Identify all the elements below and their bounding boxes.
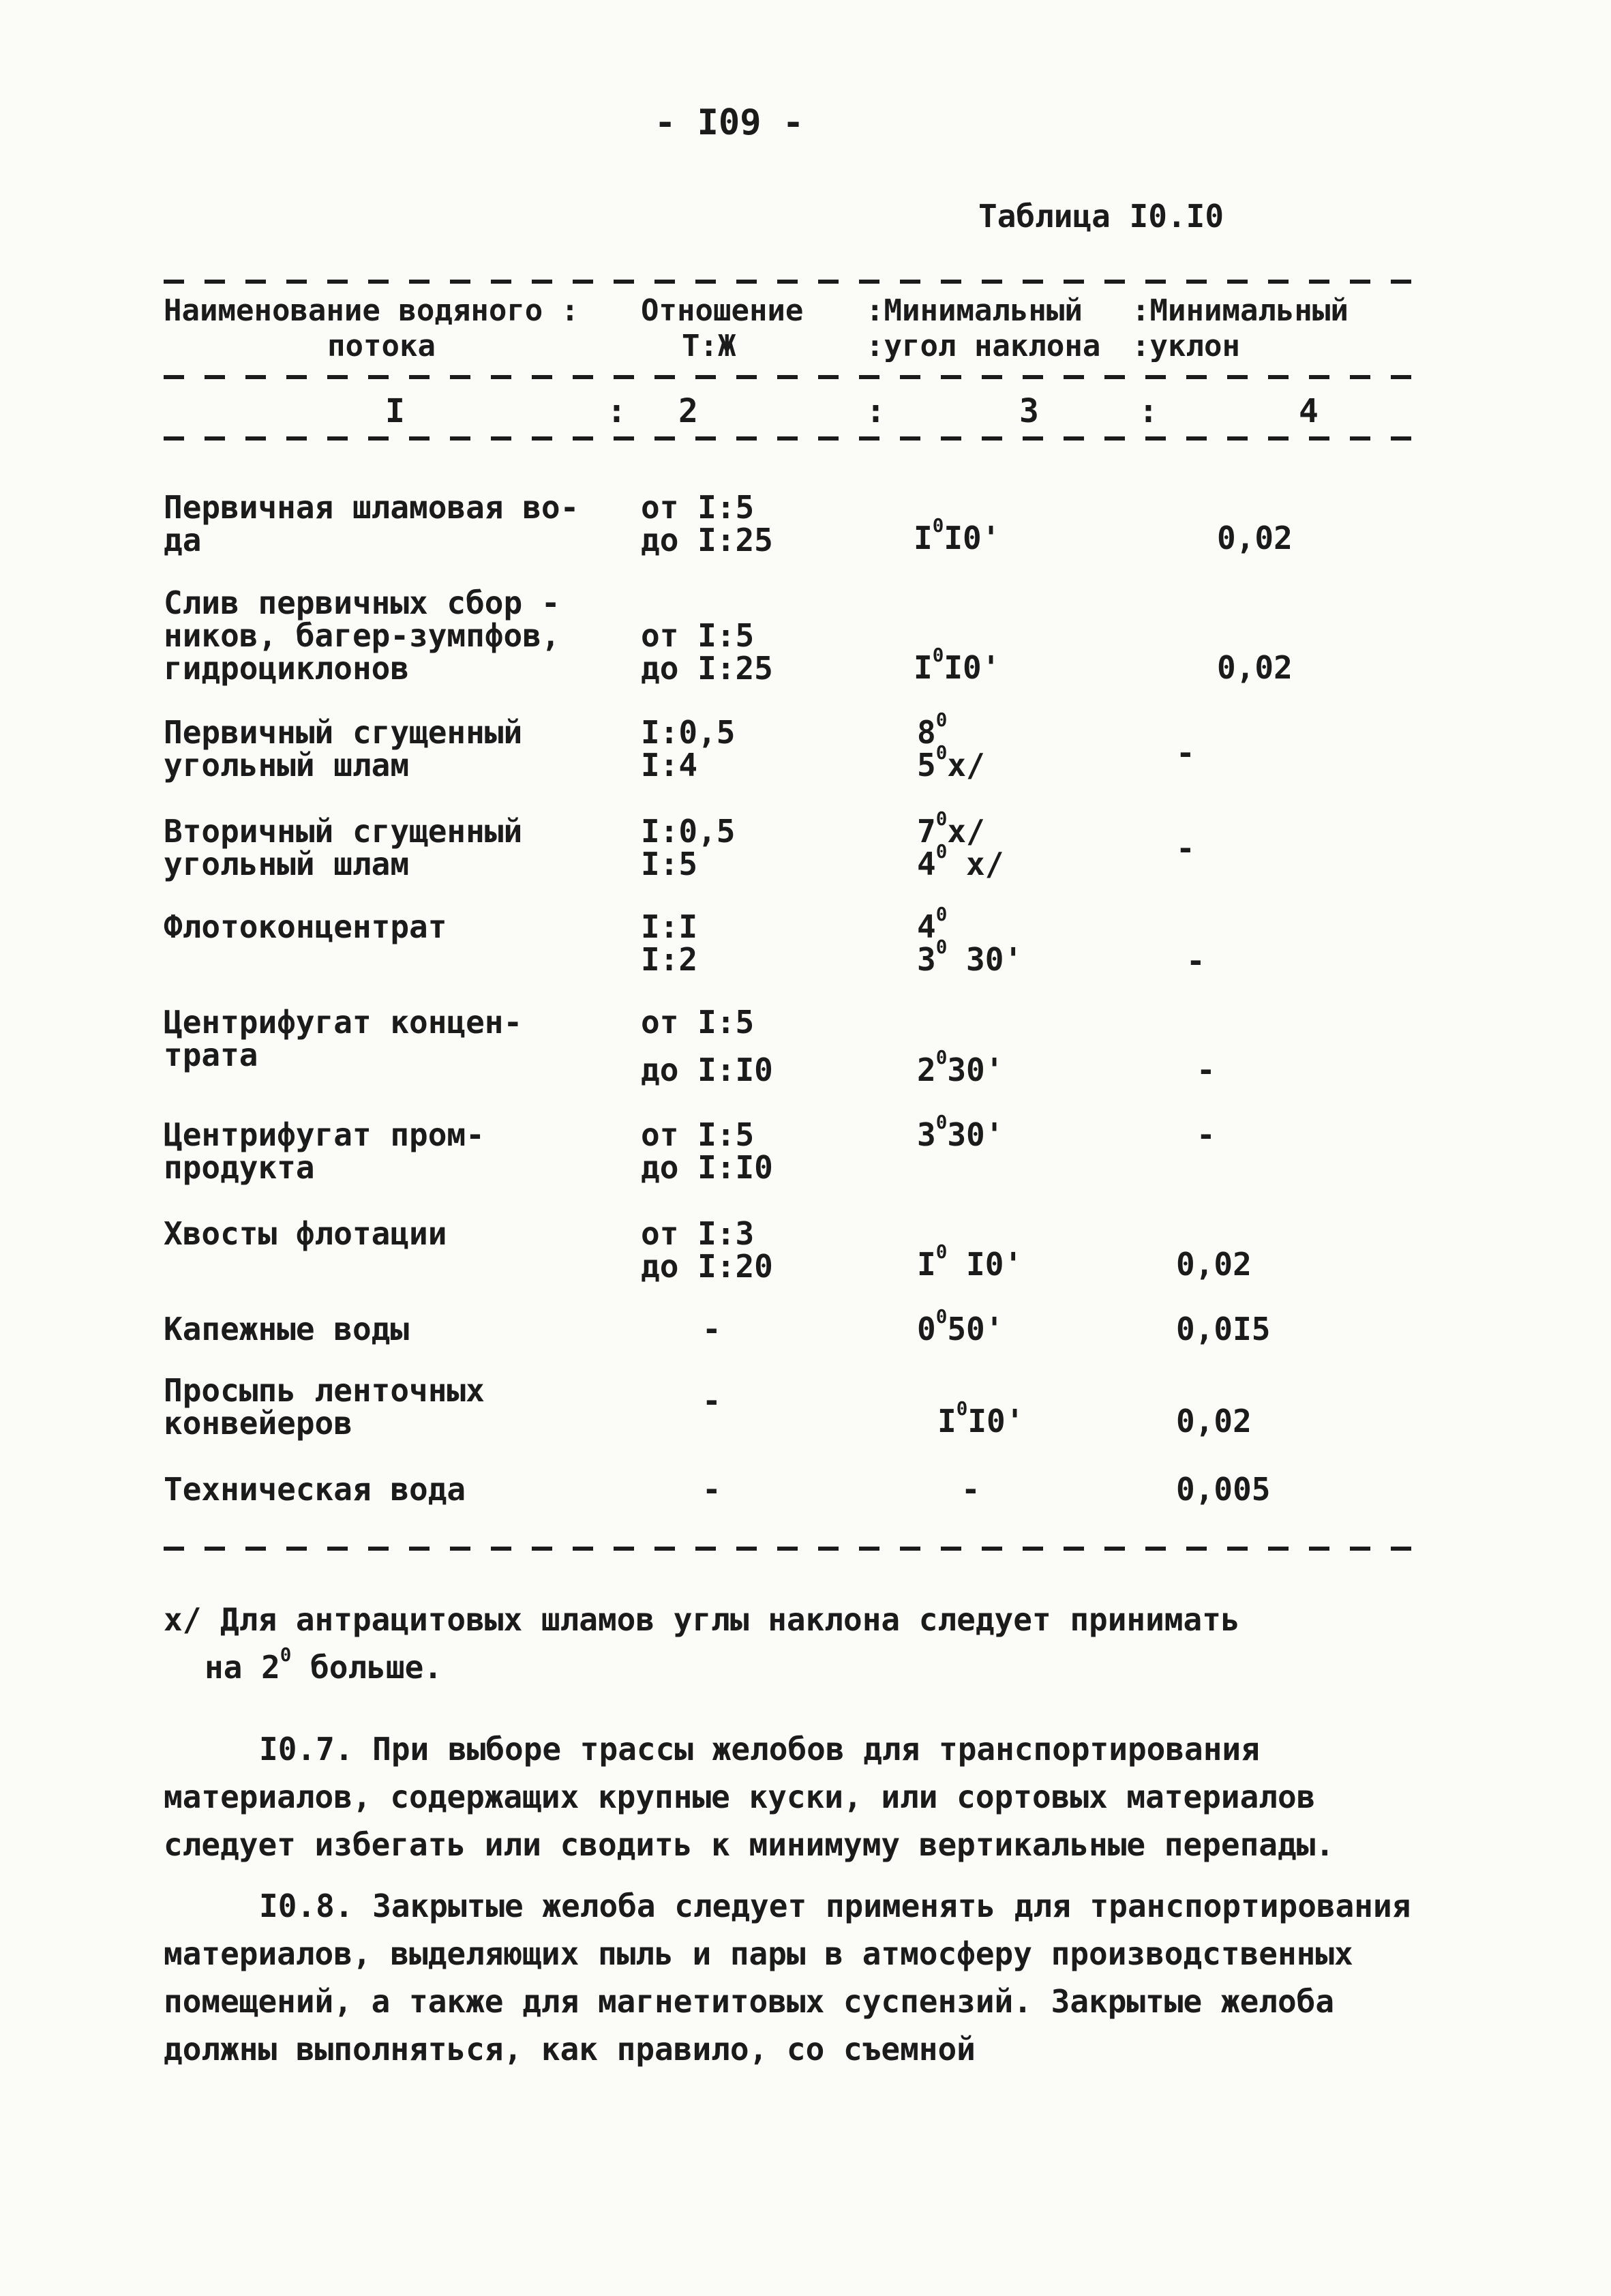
header-col3 xyxy=(866,293,1100,364)
row3-angle: $8^0$ $5^0x/$ xyxy=(917,709,985,784)
footnote-line1: x/ Для антрацитовых шламов углы наклона следует принимать xyxy=(164,1601,1240,1638)
page-number: - I09 - xyxy=(654,102,804,143)
row5-angle: $4^0$ $3^0$ 30' xyxy=(917,903,1023,978)
header-col4-line1: :Минимальный xyxy=(1132,293,1349,328)
row6-name: Центрифугат концен- трата xyxy=(164,1004,523,1073)
row10-slope: 0,02 xyxy=(1176,1403,1252,1440)
header-col1-line1: Наименование водяного : xyxy=(164,293,579,328)
footnote-line2: на $2^0$ больше. xyxy=(205,1643,442,1686)
column-number-3: 3 xyxy=(1019,392,1039,430)
column-separator: : xyxy=(607,392,627,430)
row2-ratio: от I:5 до I:25 xyxy=(641,617,773,687)
paragraph-10-7: I0.7. При выборе трассы желобов для транспортирования материалов, содержащих крупные куски, или сортовых материалов следует избегать или сводить к минимуму вертикальные перепады. xyxy=(164,1731,1335,1863)
row9-ratio: - xyxy=(702,1311,721,1347)
header-col1 xyxy=(164,293,579,364)
row11-slope: 0,005 xyxy=(1176,1471,1271,1508)
table-footnote xyxy=(164,1596,1459,1691)
row7-ratio: от I:5 до I:I0 xyxy=(641,1116,773,1186)
row5-ratio: I:I I:2 xyxy=(641,908,698,978)
row2-angle: $I^0I0'$ xyxy=(914,644,1001,686)
header-col4-line2: :уклон xyxy=(1132,329,1240,363)
row11-ratio: - xyxy=(702,1471,721,1508)
row6-slope: - xyxy=(1196,1052,1216,1088)
row4-name: Вторичный сгущенный угольный шлам xyxy=(164,813,523,882)
header-col2-line1: Отношение xyxy=(641,293,804,328)
row4-angle: $7^0x/$ $4^0$ x/ xyxy=(917,807,1004,882)
row11-name: Техническая вода xyxy=(164,1471,466,1508)
header-col4 xyxy=(1132,293,1349,364)
column-number-4: 4 xyxy=(1299,392,1319,430)
row6-ratio-from: от I:5 xyxy=(641,1004,755,1041)
column-separator: : xyxy=(1139,392,1158,430)
table-caption: Таблица I0.I0 xyxy=(978,198,1224,235)
row10-ratio: - xyxy=(702,1382,721,1419)
table-bottom-rule xyxy=(164,1547,1425,1551)
row9-slope: 0,0I5 xyxy=(1176,1311,1271,1347)
row6-ratio-to: до I:I0 xyxy=(641,1052,773,1088)
header-col1-line2: потока xyxy=(327,329,436,363)
row7-angle: $3^030'$ xyxy=(917,1111,1004,1153)
table-top-rule xyxy=(164,280,1425,284)
column-number-1: I xyxy=(385,392,405,430)
row1-angle: $I^0I0'$ xyxy=(914,514,1001,556)
column-numbers-rule xyxy=(164,436,1425,441)
column-number-2: 2 xyxy=(678,392,698,430)
row7-slope: - xyxy=(1196,1116,1216,1153)
header-col3-line2: :угол наклона xyxy=(866,329,1101,363)
row1-name: Первичная шламовая во- да xyxy=(164,489,579,558)
row10-angle: $I^0I0'$ xyxy=(937,1397,1025,1440)
row9-angle: $0^050'$ xyxy=(917,1305,1004,1347)
row3-name: Первичный сгущенный угольный шлам xyxy=(164,714,523,784)
row9-name: Капежные воды xyxy=(164,1311,410,1347)
row8-ratio: от I:3 до I:20 xyxy=(641,1215,773,1285)
row3-ratio: I:0,5 I:4 xyxy=(641,714,736,784)
header-col3-line1: :Минимальный xyxy=(866,293,1083,328)
row1-ratio: от I:5 до I:25 xyxy=(641,489,773,558)
row5-slope: - xyxy=(1186,942,1205,979)
row4-slope: - xyxy=(1176,830,1195,867)
row2-name: Слив первичных сбор - ников, багер-зумпфов, гидроциклонов xyxy=(164,584,560,687)
header-col2 xyxy=(641,293,803,364)
header-col2-line2: Т:Ж xyxy=(682,329,736,363)
row4-ratio: I:0,5 I:5 xyxy=(641,813,736,882)
row8-angle: $I^0$ I0' xyxy=(917,1240,1023,1283)
row8-name: Хвосты флотации xyxy=(164,1215,447,1252)
row6-angle: $2^030'$ xyxy=(917,1046,1004,1088)
row1-slope: 0,02 xyxy=(1217,520,1293,556)
row7-name: Центрифугат пром- продукта xyxy=(164,1116,485,1186)
row3-slope: - xyxy=(1176,734,1195,771)
header-rule xyxy=(164,375,1425,379)
paragraph-10-8: I0.8. Закрытые желоба следует применять для транспортирования материалов, выделяющих пыль и пары в атмосферу производственных помещений, а также для магнетитовых суспензий. Закрытые желоба должны выполняться, как правило, со съемной xyxy=(164,1888,1411,2068)
row2-slope: 0,02 xyxy=(1217,649,1293,686)
row10-name: Просыпь ленточных конвейеров xyxy=(164,1372,485,1442)
row8-slope: 0,02 xyxy=(1176,1246,1252,1283)
column-separator: : xyxy=(866,392,886,430)
row5-name: Флотоконцентрат xyxy=(164,908,447,945)
row11-angle: - xyxy=(961,1471,980,1508)
